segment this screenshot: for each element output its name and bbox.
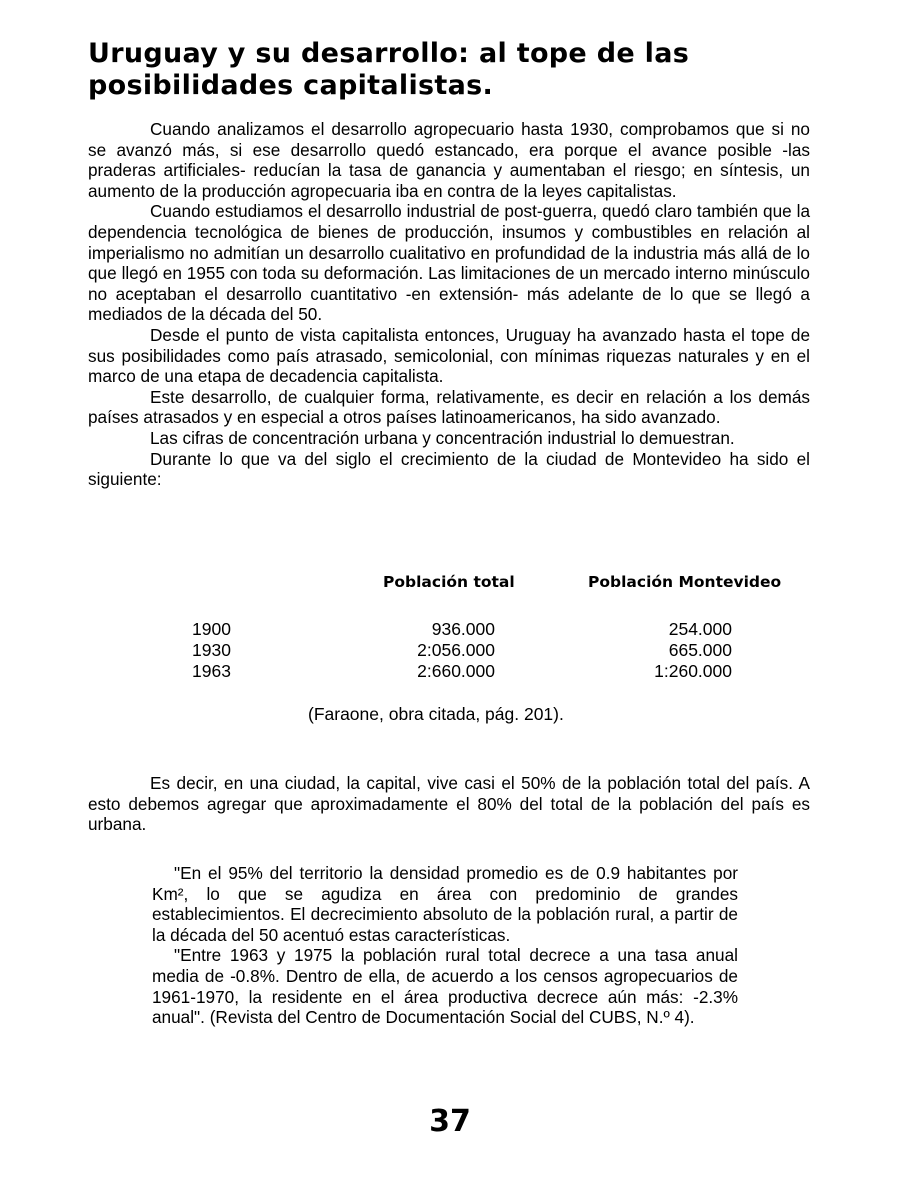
- table-row: [88, 661, 810, 683]
- year-cell: 1963: [192, 661, 231, 681]
- block-quote: [152, 863, 738, 1028]
- paragraph: Las cifras de concentración urbana y concentración industrial lo demuestran.: [150, 427, 735, 448]
- paragraph: Es decir, en una ciudad, la capital, vive casi el 50% de la población total del país. A esto debemos agregar que aproximadamente el 80% del total de la población del país es urbana.: [88, 773, 810, 835]
- montevideo-cell: 665.000: [668, 640, 732, 660]
- after-text: [88, 773, 810, 835]
- montevideo-cell: 254.000: [668, 619, 732, 639]
- montevideo-cell: 1:260.000: [654, 661, 732, 681]
- table-citation: (Faraone, obra citada, pág. 201).: [308, 704, 564, 724]
- paragraph: Cuando analizamos el desarrollo agropecuario hasta 1930, comprobamos que si no se avanzó más, si ese desarrollo quedó estancado, era porque el avance posible -las praderas artificiales- reducían la tasa de ganancia y aumentaban el riesgo; en síntesis, un aumento de la producción agropecuaria iba en contra de la leyes capitalistas.: [88, 119, 810, 201]
- paragraph: Cuando estudiamos el desarrollo industrial de post-guerra, quedó claro también que la dependencia tecnológica de bienes de producción, insumos y combustibles en relación al imperialismo no admitían un desarrollo cualitativo en profundidad de la industria más allá de lo que llegó en 1955 con toda su deformación. Las limitaciones de un mercado interno minúsculo no aceptaban el desarrollo cuantitativo -en extensión- más adelante de lo que se llegó a mediados de la década del 50.: [88, 201, 810, 325]
- total-cell: 2:056.000: [417, 640, 495, 660]
- page-number: 37: [429, 1104, 471, 1139]
- header-total-population: Población total: [383, 573, 515, 591]
- quote-paragraph: "Entre 1963 y 1975 la población rural total decrece a una tasa anual media de -0.8%. Dentro de ella, de acuerdo a los censos agropecuarios de 1961-1970, la residente en el área productiva decrece aún más: -2.3% anual". (Revista del Centro de Documentación Social del CUBS, N.º 4).: [152, 945, 738, 1028]
- total-cell: 936.000: [431, 619, 495, 639]
- paragraph: Este desarrollo, de cualquier forma, relativamente, es decir en relación a los demás países atrasados y en especial a otros países latinoamericanos, ha sido avanzado.: [88, 386, 810, 428]
- year-cell: 1930: [192, 640, 231, 660]
- quote-paragraph: "En el 95% del territorio la densidad promedio es de 0.9 habitantes por Km², lo que se agudiza en área con predominio de grandes establecimientos. El decrecimiento absoluto de la población rural, a partir de la década del 50 acentuó estas características.: [152, 863, 738, 945]
- table-row: [88, 619, 810, 641]
- paragraph: Durante lo que va del siglo el crecimiento de la ciudad de Montevideo ha sido el siguiente:: [88, 448, 810, 490]
- header-montevideo-population: Población Montevideo: [588, 573, 782, 591]
- year-cell: 1900: [192, 619, 231, 639]
- table-row: [88, 640, 810, 662]
- total-cell: 2:660.000: [417, 661, 495, 681]
- intro-text: [88, 119, 810, 490]
- page-title: Uruguay y su desarrollo: al tope de las posibilidades capitalistas.: [88, 38, 690, 101]
- paragraph: Desde el punto de vista capitalista entonces, Uruguay ha avanzado hasta el tope de sus posibilidades como país atrasado, semicolonial, con mínimas riquezas naturales y en el marco de una etapa de decadencia capitalista.: [88, 324, 810, 387]
